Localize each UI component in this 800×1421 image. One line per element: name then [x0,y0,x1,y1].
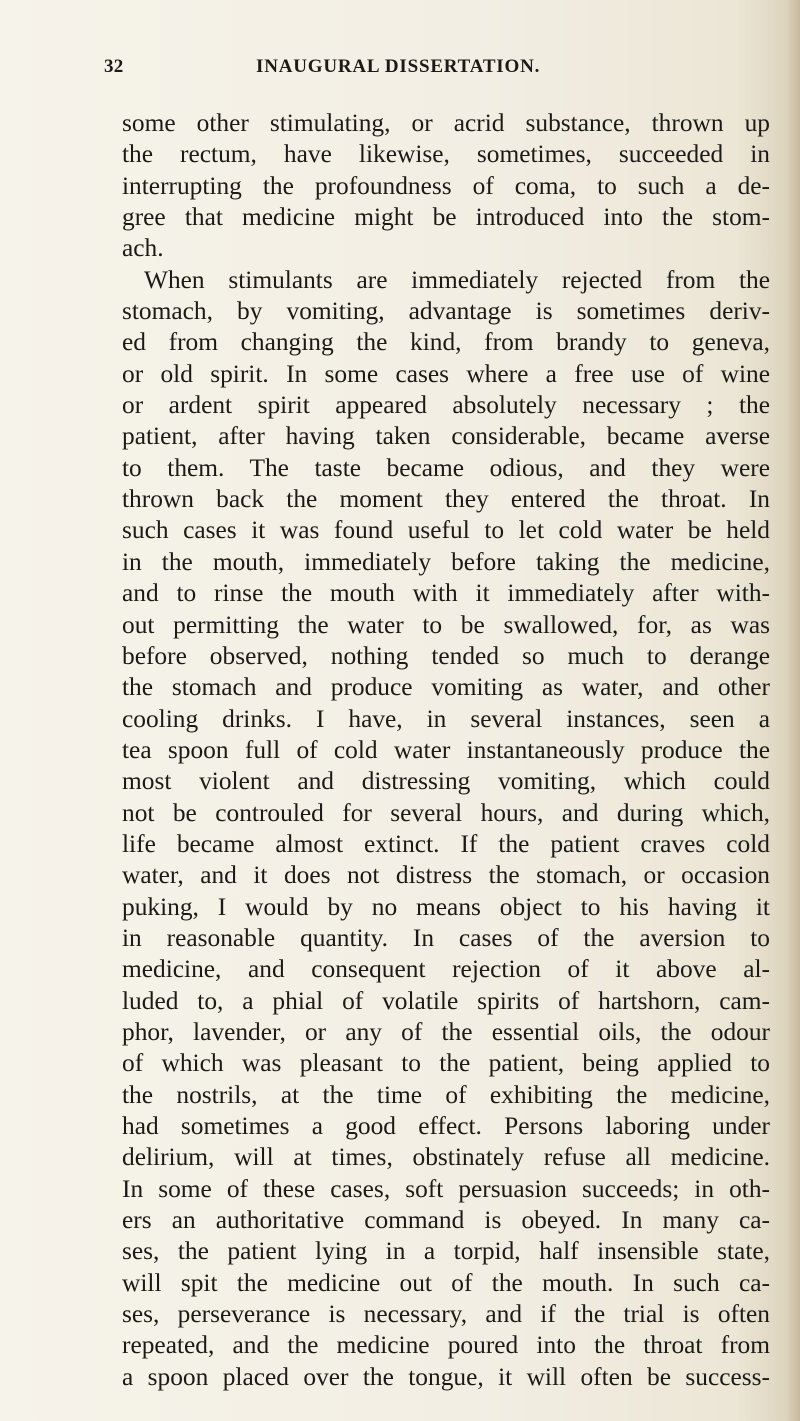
text-line: such cases it was found useful to let cold water be held [122,516,770,545]
page-edge-shadow [786,0,800,1421]
text-line: tea spoon full of cold water instantaneously produce the [122,735,770,764]
text-line: stomach, by vomiting, advantage is sometimes deriv- [122,297,770,326]
text-line: or ardent spirit appeared absolutely necessary ; the [122,391,770,420]
text-line: medicine, and consequent rejection of it above al- [122,955,770,984]
text-line: ses, perseverance is necessary, and if the trial is often [122,1300,770,1329]
text-line: interrupting the profoundness of coma, to such a de- [122,171,770,200]
text-line: life became almost extinct. If the patient craves cold [122,829,770,858]
text-line: puking, I would by no means object to his having it [122,892,770,921]
text-line: ses, the patient lying in a torpid, half insensible state, [122,1237,770,1266]
text-line: in the mouth, immediately before taking the medicine, [122,547,770,576]
text-line: out permitting the water to be swallowed, for, as was [122,610,770,639]
text-line: or old spirit. In some cases where a free use of wine [122,359,770,388]
text-line: before observed, nothing tended so much to derange [122,641,770,670]
text-line: patient, after having taken considerable, became averse [122,422,770,451]
text-line: In some of these cases, soft persuasion succeeds; in oth- [122,1174,770,1203]
text-line: not be controuled for several hours, and during which, [122,798,770,827]
text-line: and to rinse the mouth with it immediately after with- [122,579,770,608]
text-line: water, and it does not distress the stomach, or occasion [122,861,770,890]
text-line: a spoon placed over the tongue, it will often be success- [122,1362,770,1391]
text-line: in reasonable quantity. In cases of the aversion to [122,923,770,952]
text-line: the rectum, have likewise, sometimes, succeeded in [122,140,770,169]
text-line: most violent and distressing vomiting, which could [122,767,770,796]
text-line: ach. [122,234,164,263]
text-line: the nostrils, at the time of exhibiting the medicine, [122,1080,770,1109]
text-line: thrown back the moment they entered the throat. In [122,485,770,514]
text-line: delirium, will at times, obstinately refuse all medicine. [122,1143,770,1172]
body-text [122,108,770,1393]
text-line: of which was pleasant to the patient, being applied to [122,1049,770,1078]
running-head [104,56,744,86]
text-line: will spit the medicine out of the mouth. In such ca- [122,1268,770,1297]
text-line: luded to, a phial of volatile spirits of hartshorn, cam- [122,986,770,1015]
text-line: ed from changing the kind, from brandy to geneva, [122,328,770,357]
text-line: ers an authoritative command is obeyed. In many ca- [122,1206,770,1235]
text-line: phor, lavender, or any of the essential oils, the odour [122,1017,770,1046]
text-line: gree that medicine might be introduced into the stom- [122,203,770,232]
text-line: to them. The taste became odious, and they were [122,453,770,482]
text-line: When stimulants are immediately rejected from the [144,265,770,294]
text-line: some other stimulating, or acrid substance, thrown up [122,109,770,137]
text-line: the stomach and produce vomiting as water, and other [122,673,770,702]
page-number: 32 [104,56,124,77]
text-line: cooling drinks. I have, in several instances, seen a [122,704,770,733]
text-line: repeated, and the medicine poured into the throat from [122,1331,770,1360]
text-line: had sometimes a good effect. Persons laboring under [122,1112,770,1140]
running-head-title: INAUGURAL DISSERTATION. [256,56,541,77]
